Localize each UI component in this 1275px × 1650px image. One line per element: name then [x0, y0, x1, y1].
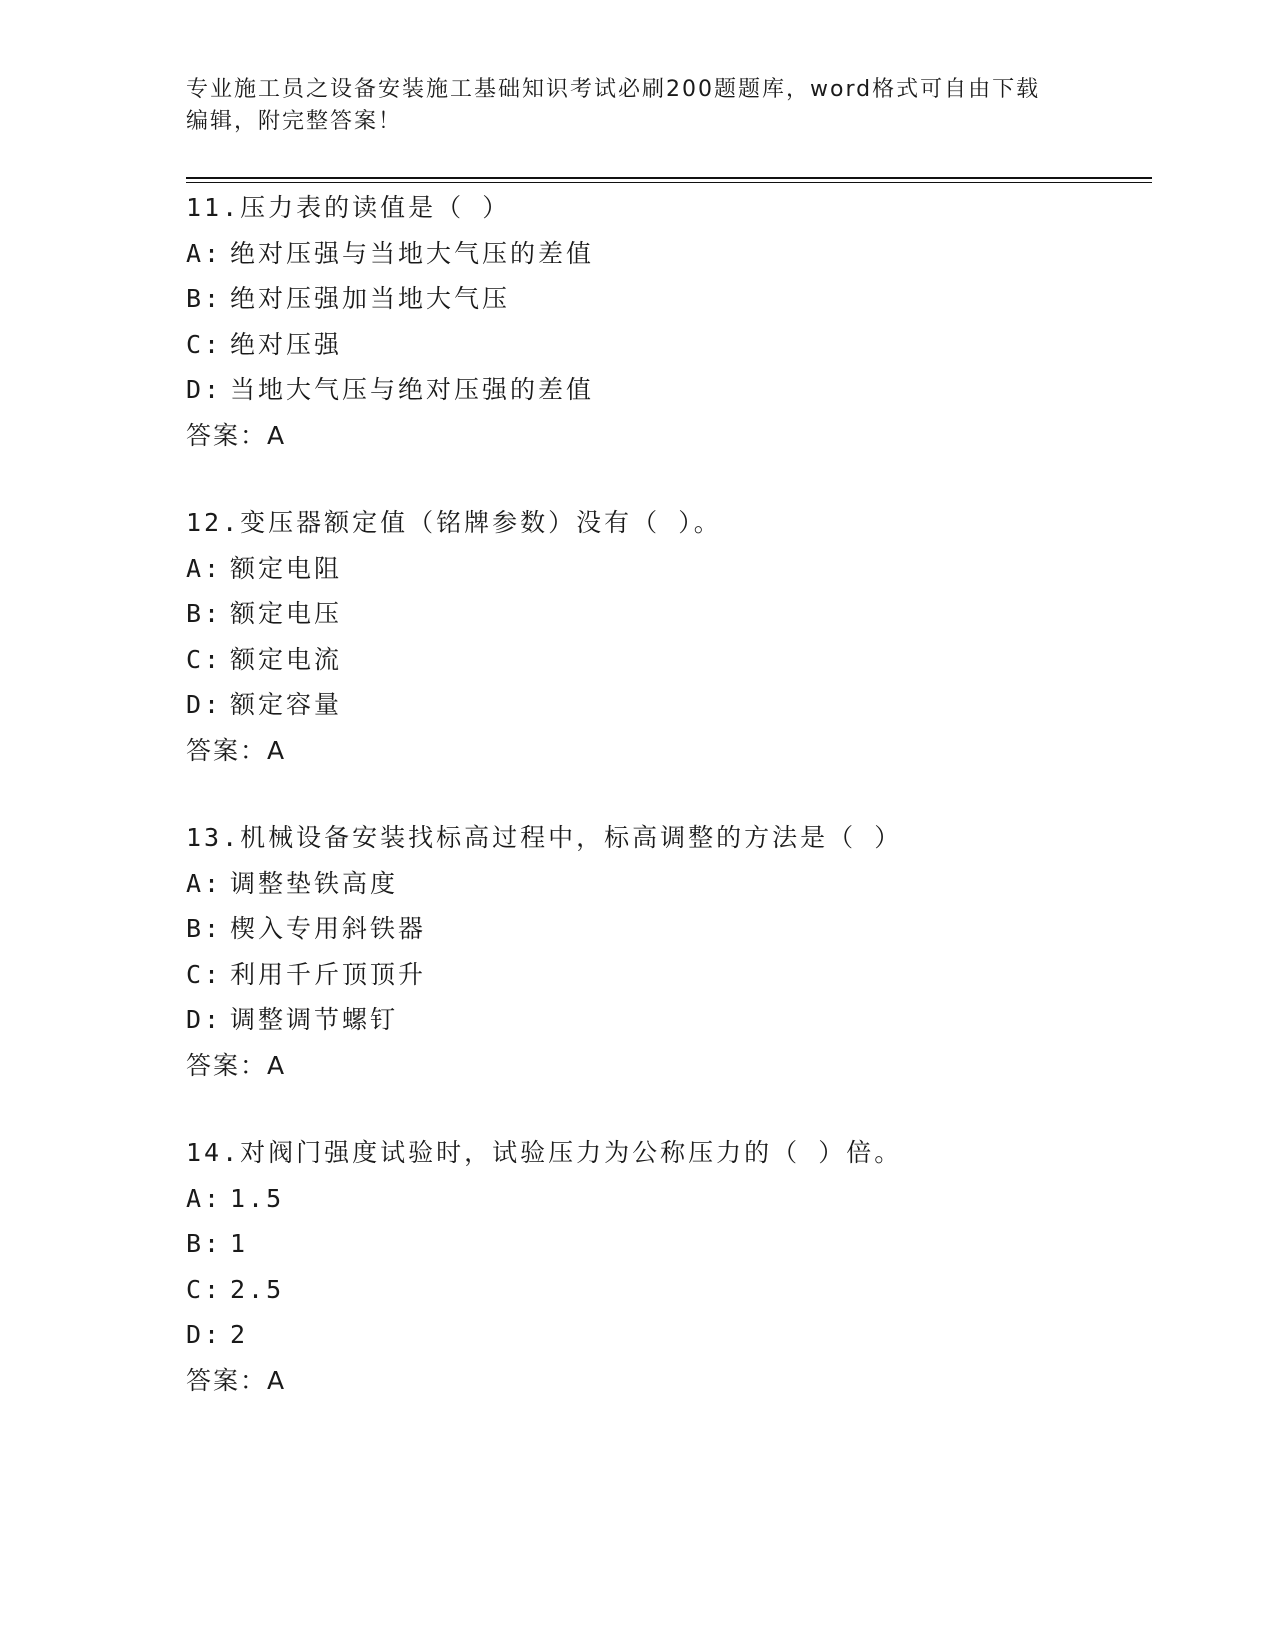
option-text: 绝对压强加当地大气压	[230, 284, 511, 314]
header-line-1: 专业施工员之设备安装施工基础知识考试必刷200题题库，word格式可自由下载	[186, 77, 1041, 102]
option-text: 2	[230, 1320, 249, 1350]
option-letter: D:	[186, 1320, 223, 1350]
option-text: 1.5	[230, 1183, 285, 1213]
answer-line: 答案：A	[186, 735, 287, 765]
question-title: 13.机械设备安装找标高过程中，标高调整的方法是（ ）	[186, 823, 903, 852]
option-letter: B:	[186, 1229, 223, 1259]
option-c	[186, 952, 1146, 998]
option-text: 利用千斤顶顶升	[230, 959, 427, 989]
option-letter: C:	[186, 644, 223, 674]
option-text: 额定电压	[230, 599, 343, 629]
option-d	[186, 682, 1146, 728]
question-title: 14.对阀门强度试验时，试验压力为公称压力的（ ）倍。	[186, 1138, 903, 1167]
option-text: 绝对压强	[230, 329, 343, 359]
question-title: 11.压力表的读值是（ ）	[186, 193, 511, 222]
document-header	[186, 74, 1066, 138]
option-c	[186, 322, 1146, 368]
question-title: 12.变压器额定值（铭牌参数）没有（ ）。	[186, 508, 722, 537]
header-divider-thick	[186, 177, 1152, 179]
header-line-2: 编辑，附完整答案！	[186, 109, 403, 134]
option-letter: D:	[186, 375, 223, 405]
option-b	[186, 1221, 1146, 1267]
option-text: 当地大气压与绝对压强的差值	[230, 375, 595, 405]
option-a	[186, 231, 1146, 277]
option-letter: C:	[186, 329, 223, 359]
option-text: 绝对压强与当地大气压的差值	[230, 238, 595, 268]
question-block	[186, 1130, 1146, 1404]
option-d	[186, 1312, 1146, 1358]
option-letter: D:	[186, 690, 223, 720]
option-text: 2.5	[230, 1274, 285, 1304]
option-letter: B:	[186, 599, 223, 629]
option-letter: B:	[186, 914, 223, 944]
question-block	[186, 815, 1146, 1089]
answer-line: 答案：A	[186, 420, 287, 450]
option-letter: C:	[186, 1274, 223, 1304]
option-b	[186, 591, 1146, 637]
option-d	[186, 367, 1146, 413]
option-text: 调整垫铁高度	[230, 868, 399, 898]
header-divider-thin	[186, 182, 1152, 183]
option-b	[186, 906, 1146, 952]
option-letter: A:	[186, 868, 223, 898]
option-text: 额定电流	[230, 644, 343, 674]
option-a	[186, 861, 1146, 907]
option-text: 楔入专用斜铁器	[230, 914, 427, 944]
option-text: 调整调节螺钉	[230, 1005, 399, 1035]
option-letter: A:	[186, 238, 223, 268]
option-b	[186, 276, 1146, 322]
option-letter: D:	[186, 1005, 223, 1035]
option-d	[186, 997, 1146, 1043]
answer-line: 答案：A	[186, 1365, 287, 1395]
question-block	[186, 500, 1146, 774]
option-a	[186, 546, 1146, 592]
option-a	[186, 1176, 1146, 1222]
option-letter: C:	[186, 959, 223, 989]
option-text: 1	[230, 1229, 249, 1259]
option-text: 额定容量	[230, 690, 343, 720]
option-letter: A:	[186, 553, 223, 583]
option-text: 额定电阻	[230, 553, 343, 583]
option-c	[186, 637, 1146, 683]
question-block	[186, 185, 1146, 459]
option-c	[186, 1267, 1146, 1313]
answer-line: 答案：A	[186, 1050, 287, 1080]
option-letter: A:	[186, 1183, 223, 1213]
option-letter: B:	[186, 284, 223, 314]
